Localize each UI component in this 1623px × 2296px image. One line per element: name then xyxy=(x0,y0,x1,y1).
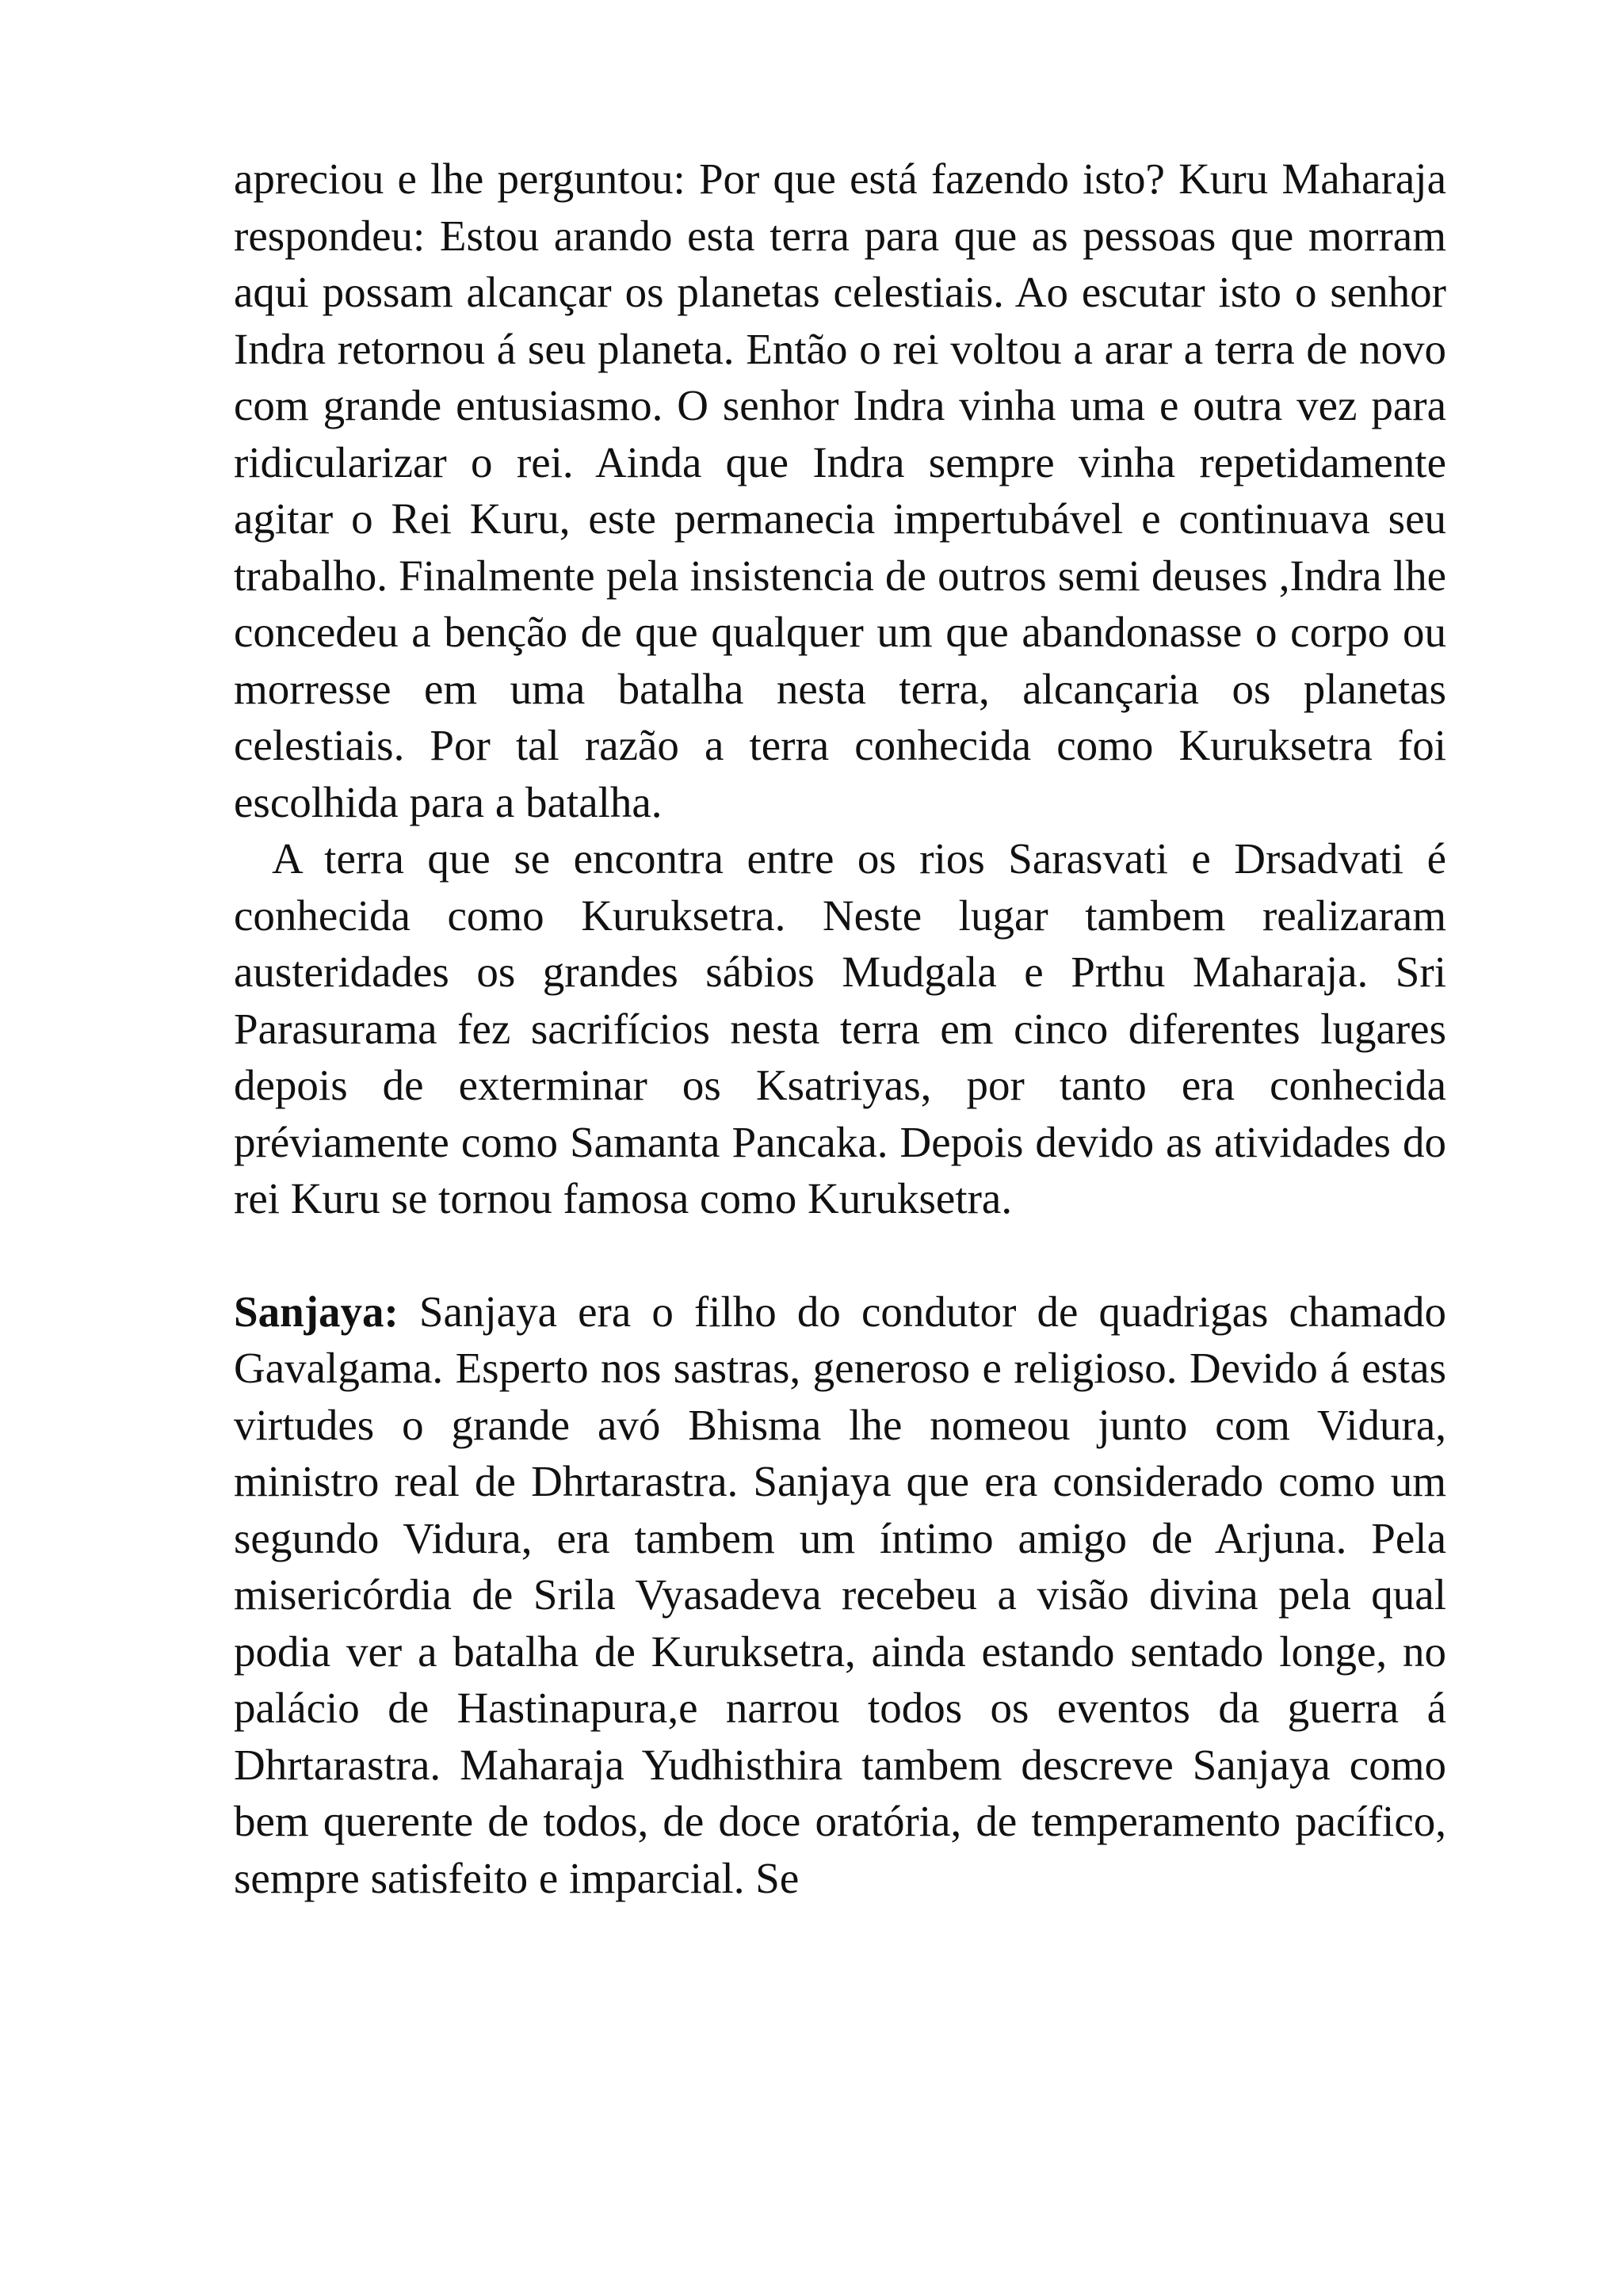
paragraph-sanjaya xyxy=(234,1283,1446,1907)
sanjaya-description: Sanjaya era o filho do condutor de quadrigas chamado Gavalgama. Esperto nos sastras, generoso e religioso. Devido á estas virtudes o grande avó Bhisma lhe nomeou junto com Vidura, ministro real de Dhrtarastra. Sanjaya que era considerado como um segundo Vidura, era tambem um íntimo amigo de Arjuna. Pela misericórdia de Srila Vyasadeva recebeu a visão divina pela qual podia ver a batalha de Kuruksetra, ainda estando sentado longe, no palácio de Hastinapura,e narrou todos os eventos da guerra á Dhrtarastra. Maharaja Yudhisthira tambem descreve Sanjaya como bem querente de todos, de doce oratória, de temperamento pacífico, sempre satisfeito e imparcial. Se xyxy=(234,1287,1446,1902)
paragraph-kuru-story: apreciou e lhe perguntou: Por que está fazendo isto? Kuru Maharaja respondeu: Estou arando esta terra para que as pessoas que morram aqui possam alcançar os planetas celestiais. Ao escutar isto o senhor Indra retornou á seu planeta. Então o rei voltou a arar a terra de novo com grande entusiasmo. O senhor Indra vinha uma e outra vez para ridicularizar o rei. Ainda que Indra sempre vinha repetidamente agitar o Rei Kuru, este permanecia impertubável e continuava seu trabalho. Finalmente pela insistencia de outros semi deuses ,Indra lhe concedeu a benção de que qualquer um que abandonasse o corpo ou morresse em uma batalha nesta terra, alcançaria os planetas celestiais. Por tal razão a terra conhecida como Kuruksetra foi escolhida para a batalha. xyxy=(234,154,1446,826)
paragraph-spacer xyxy=(234,1227,1446,1283)
document-page xyxy=(234,151,1446,1906)
paragraph-kuruksetra-land: A terra que se encontra entre os rios Sarasvati e Drsadvati é conhecida como Kuruksetra. Neste lugar tambem realizaram austeridades os grandes sábios Mudgala e Prthu Maharaja. Sri Parasurama fez sacrifícios nesta terra em cinco diferentes lugares depois de exterminar os Ksatriyas, por tanto era conhecida préviamente como Samanta Pancaka. Depois devido as atividades do rei Kuru se tornou famosa como Kuruksetra. xyxy=(234,834,1446,1222)
sanjaya-term: Sanjaya: xyxy=(234,1287,399,1336)
